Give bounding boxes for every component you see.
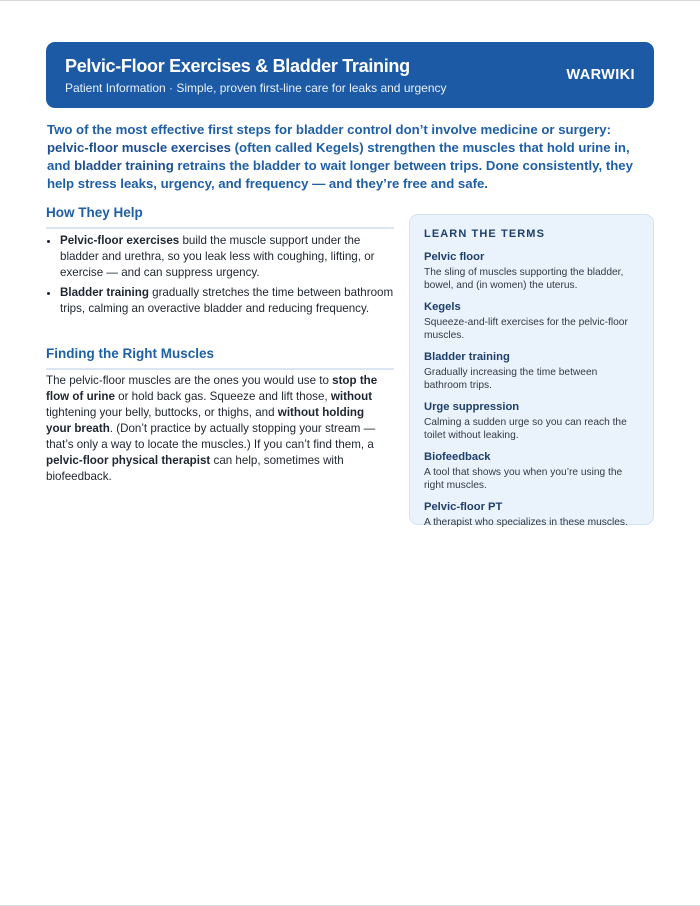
section-heading-finding-muscles: Finding the Right Muscles	[46, 345, 394, 370]
para-bold-3: without holding your breath	[46, 406, 365, 435]
para-bold-4: pelvic-floor physical therapist	[46, 454, 211, 467]
term-item	[424, 250, 639, 292]
term-definition: Gradually increasing the time between bathroom trips.	[424, 367, 598, 391]
page-title: Pelvic-Floor Exercises & Bladder Training	[65, 56, 410, 76]
para-bold-1: stop the flow of urine	[46, 374, 378, 403]
intro-text-3: retrains the bladder to wait longer between trips. Done consistently, they help stress leaks, urgency, and frequency — and they’re free and safe.	[47, 158, 633, 191]
page-subtitle: Patient Information · Simple, proven first-line care for leaks and urgency	[65, 81, 447, 95]
term-name: Pelvic-floor PT	[424, 501, 503, 513]
term-name: Bladder training	[424, 351, 510, 363]
list-item-bold: Bladder training	[60, 286, 149, 299]
term-item	[424, 400, 639, 442]
intro-bold-1: pelvic-floor muscle exercises	[47, 140, 231, 155]
term-definition: A tool that shows you when you’re using the right muscles.	[424, 467, 623, 491]
term-item	[424, 450, 639, 492]
intro-text-2: (often called Kegels) strengthen the muscles that hold urine in, and	[47, 140, 630, 173]
list-item-text: build the muscle support under the bladder and urethra, so you leak less with coughing, lifting, or exercise — and can suppress urgency.	[60, 234, 375, 279]
intro-text-1: Two of the most effective first steps for bladder control don’t involve medicine or surgery:	[47, 122, 611, 137]
top-border	[0, 0, 700, 1]
intro-paragraph	[47, 121, 653, 193]
para-text-1: The pelvic-floor muscles are the ones you would use to	[46, 374, 333, 387]
para-text-5: can help, sometimes with biofeedback.	[46, 454, 344, 483]
brand-logo: WARWIKI	[566, 67, 635, 83]
list-item-text: gradually stretches the time between bathroom trips, calming an overactive bladder and reducing frequency.	[60, 286, 394, 315]
learn-the-terms-box	[409, 214, 654, 528]
term-name: Kegels	[424, 301, 461, 313]
benefits-list	[46, 233, 400, 321]
term-definition: Squeeze-and-lift exercises for the pelvic-floor muscles.	[424, 317, 628, 341]
term-name: Pelvic floor	[424, 251, 485, 263]
para-text-4: . (Don’t practice by actually stopping your stream — that’s only a way to locate the muscles.) If you can’t find them, a	[46, 422, 376, 451]
term-item	[424, 300, 639, 342]
term-definition: The sling of muscles supporting the bladder, bowel, and (in women) the uterus.	[424, 267, 624, 291]
section-heading-how-they-help: How They Help	[46, 204, 394, 229]
term-item	[424, 350, 639, 392]
page-header	[46, 42, 654, 108]
list-item	[60, 233, 400, 281]
finding-muscles-paragraph	[46, 373, 391, 485]
list-item-bold: Pelvic-floor exercises	[60, 234, 180, 247]
para-text-2: or hold back gas. Squeeze and lift those,	[114, 390, 331, 403]
terms-title: LEARN THE TERMS	[424, 228, 545, 240]
term-name: Biofeedback	[424, 451, 491, 463]
term-item	[424, 500, 639, 529]
para-text-3: tightening your belly, buttocks, or thighs, and	[46, 406, 278, 419]
list-item	[60, 285, 400, 317]
term-definition: A therapist who specializes in these muscles.	[424, 517, 628, 528]
intro-bold-2: bladder training	[74, 158, 174, 173]
term-definition: Calming a sudden urge so you can reach the toilet without leaking.	[424, 417, 627, 441]
term-name: Urge suppression	[424, 401, 520, 413]
para-bold-2: without	[330, 390, 373, 403]
